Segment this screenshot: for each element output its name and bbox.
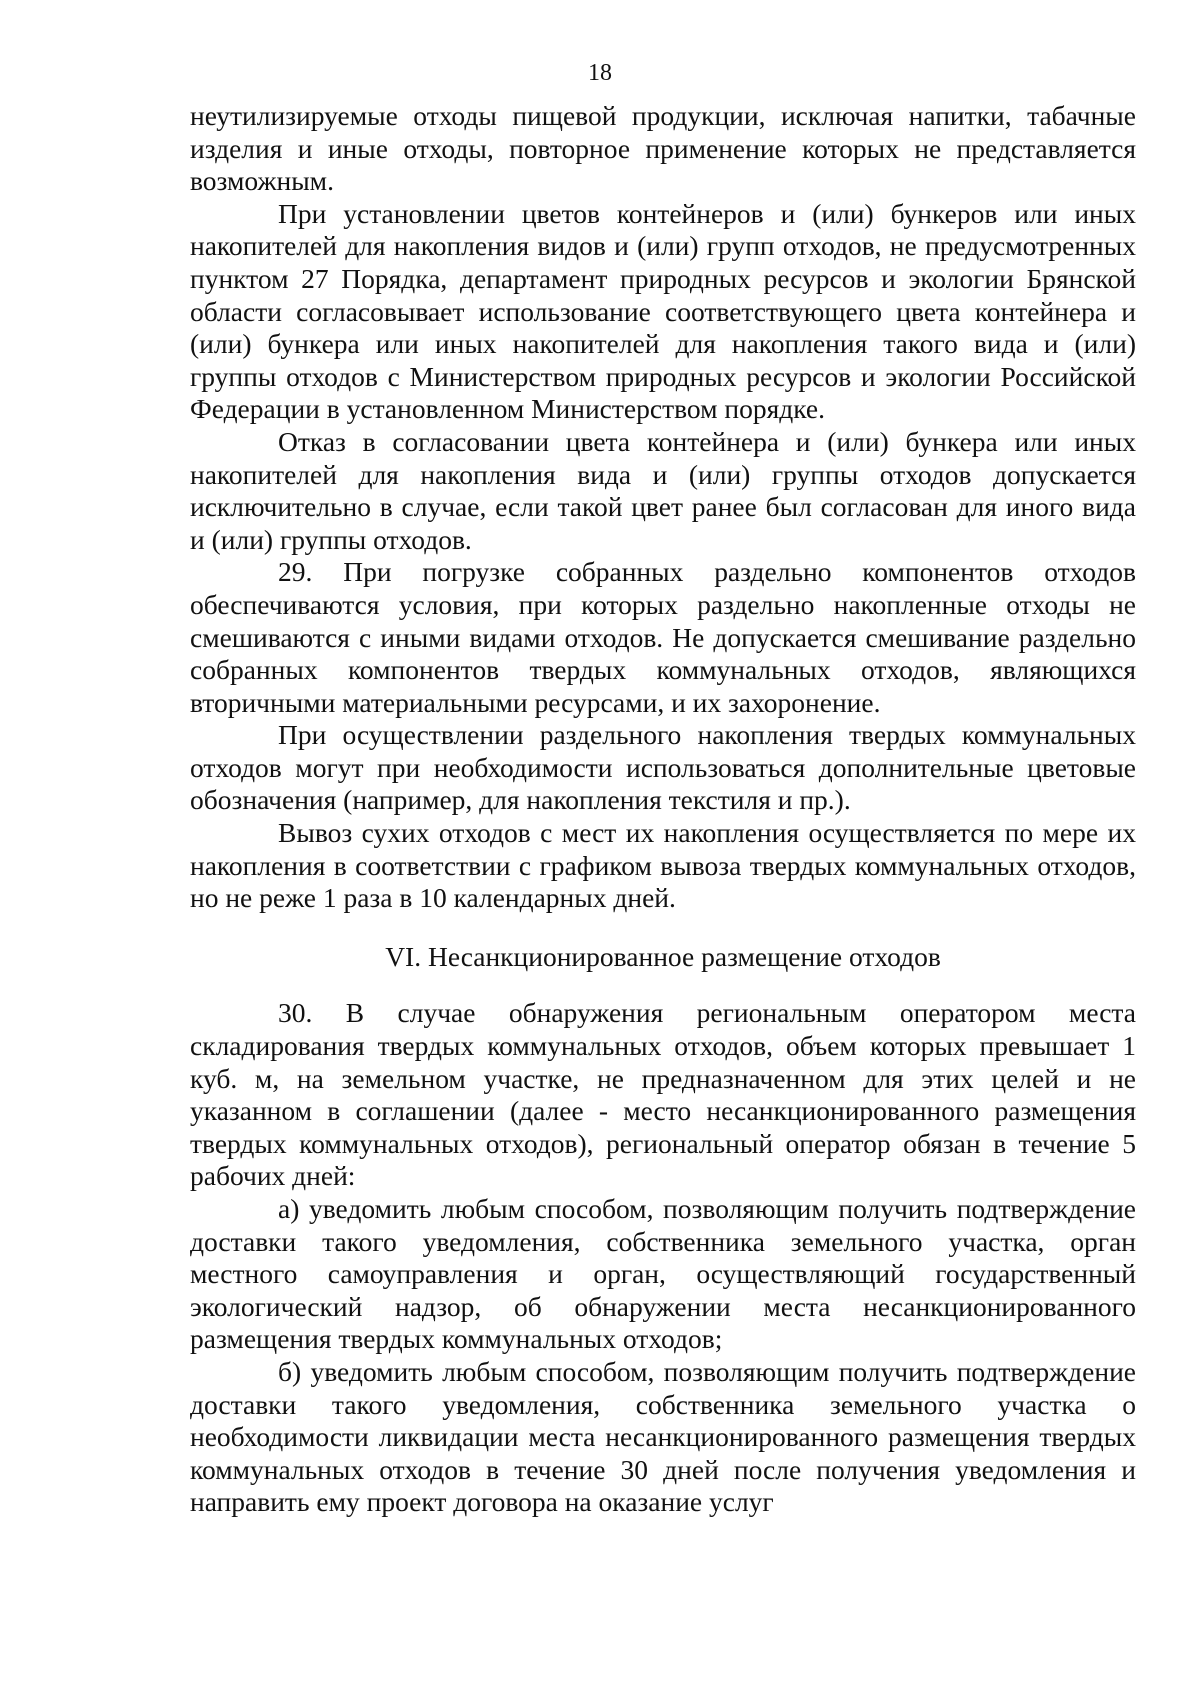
- paragraph-container-colors: При установлении цветов контейнеров и (или) бункеров или иных накопителей для накопления видов и (или) групп отходов, не предусмотренных пунктом 27 Порядка, департамент природных ресурсов и экологии Брянской области согласовывает использование соответствующего цвета контейнера и (или) бункера или иных накопителей для накопления такого вида и (или) группы отходов с Министерством природных ресурсов и экологии Российской Федерации в установленном Министерством порядке.: [190, 197, 1136, 425]
- paragraph-29: 29. При погрузке собранных раздельно компонентов отходов обеспечиваются условия, при которых раздельно накопленные отходы не смешиваются с иными видами отходов. Не допускается смешивание раздельно собранных компонентов твердых коммунальных отходов, являющихся вторичными материальными ресурсами, и их захоронение.: [190, 556, 1136, 718]
- paragraph-item-b: б) уведомить любым способом, позволяющим получить подтверждение доставки такого уведомления, собственника земельного участка о необходимости ликвидации места несанкционированного размещения твердых коммунальных отходов в течение 30 дней после получения уведомления и направить ему проект договора на оказание услуг: [190, 1355, 1136, 1518]
- paragraph-refusal: Отказ в согласовании цвета контейнера и (или) бункера или иных накопителей для накопления вида и (или) группы отходов допускается исключительно в случае, если такой цвет ранее был согласован для иного вида и (или) группы отходов.: [190, 425, 1136, 555]
- paragraph-continuation: неутилизируемые отходы пищевой продукции, исключая напитки, табачные изделия и иные отходы, повторное применение которых не представляется возможным.: [190, 100, 1136, 197]
- document-body: [190, 100, 1136, 1519]
- paragraph-dry-waste: Вывоз сухих отходов с мест их накопления осуществляется по мере их накопления в соответствии с графиком вывоза твердых коммунальных отходов, но не реже 1 раза в 10 календарных дней.: [190, 817, 1136, 914]
- paragraph-color-marks: При осуществлении раздельного накопления твердых коммунальных отходов могут при необходимости использоваться дополнительные цветовые обозначения (например, для накопления текстиля и пр.).: [190, 719, 1136, 816]
- paragraph-item-a: а) уведомить любым способом, позволяющим получить подтверждение доставки такого уведомления, собственника земельного участка, орган местного самоуправления и орган, осуществляющий государственный экологический надзор, об обнаружении места несанкционированного размещения твердых коммунальных отходов;: [190, 1193, 1136, 1355]
- paragraph-30: 30. В случае обнаружения региональным оператором места складирования твердых коммунальных отходов, объем которых превышает 1 куб. м, на земельном участке, не предназначенном для этих целей и не указанном в соглашении (далее - место несанкционированного размещения твердых коммунальных отходов), региональный оператор обязан в течение 5 рабочих дней:: [190, 997, 1136, 1192]
- section-heading: VI. Несанкционированное размещение отходов: [385, 940, 941, 972]
- page-number: 18: [588, 60, 612, 86]
